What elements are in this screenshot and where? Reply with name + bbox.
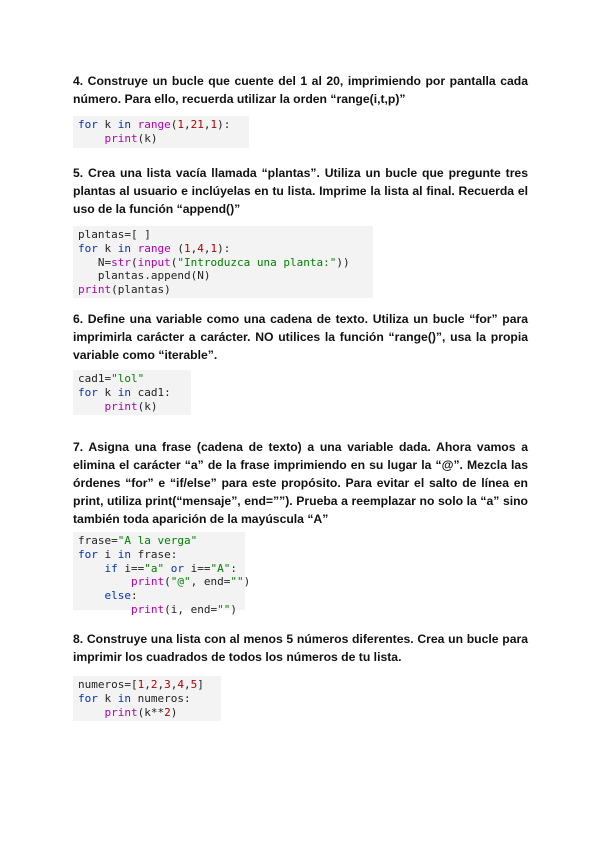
- question-4: 4. Construye un bucle que cuente del 1 al 20, imprimiendo por pantalla cada número. Para ello, recuerda utilizar la orden “range(i,t,p)”: [73, 74, 528, 106]
- code-token: i==: [184, 561, 211, 575]
- code-token: :: [131, 589, 138, 603]
- code-token: ,: [170, 678, 178, 691]
- code-line: [78, 575, 251, 589]
- code-token: i==: [117, 561, 145, 575]
- code-token: , end=: [190, 575, 231, 589]
- code-token: k: [97, 385, 118, 399]
- code-token: ,: [183, 678, 191, 691]
- code-token: 1: [210, 241, 218, 255]
- code-token: [78, 603, 131, 616]
- code-token: [164, 562, 171, 575]
- code-token: [78, 400, 105, 413]
- code-token: ):: [217, 118, 231, 131]
- code-token: ,: [190, 241, 198, 255]
- code-line: [78, 400, 186, 414]
- code-token: [131, 118, 138, 131]
- code-token: in: [117, 691, 131, 705]
- code-token: N=: [78, 255, 112, 269]
- code-line: [78, 283, 368, 297]
- code-line: [78, 692, 216, 706]
- code-line: [78, 589, 240, 603]
- question-6: 6. Define una variable como una cadena de texto. Utiliza un bucle “for” para imprimirla carácter a carácter. NO utilices la función “range()”, usa la propia variable como “iterable”.: [73, 312, 528, 362]
- code-token: ,: [203, 241, 211, 255]
- code-token: print: [104, 705, 138, 719]
- code-token: if: [104, 561, 118, 575]
- code-token: [78, 589, 105, 602]
- code-token: str: [111, 255, 131, 269]
- code-token: ): [170, 705, 178, 719]
- code-block-5: [73, 226, 373, 298]
- code-token: "@": [170, 575, 191, 589]
- code-token: "Introduzca una planta:": [177, 255, 337, 269]
- code-token: ): [230, 602, 237, 616]
- code-token: "A": [210, 561, 231, 575]
- code-line: [78, 562, 240, 576]
- code-token: (k): [137, 131, 158, 145]
- code-token: k: [97, 118, 118, 131]
- code-token: )): [336, 255, 350, 269]
- code-token: else: [104, 589, 131, 603]
- code-token: ]: [197, 678, 204, 691]
- question-5: 5. Crea una lista vacía llamada “plantas”. Utiliza un bucle que pregunte tres plantas al usuario e inclúyelas en tu lista. Imprime la lista al final. Recuerda el uso de la función “append()”: [73, 166, 528, 216]
- code-token: in: [117, 241, 131, 255]
- code-token: 4: [177, 678, 184, 691]
- code-token: plantas=[ ]: [78, 228, 151, 241]
- code-token: 2: [164, 705, 171, 719]
- code-token: in: [117, 385, 131, 399]
- code-token: for: [78, 691, 98, 705]
- code-token: (k**: [137, 705, 165, 719]
- code-token: print: [104, 131, 138, 145]
- question-8: 8. Construye una lista con al menos 5 números diferentes. Crea un bucle para imprimir los cuadrados de todos los números de tu lista.: [73, 632, 528, 664]
- code-token: for: [78, 241, 98, 255]
- code-token: cad1=: [78, 372, 112, 385]
- code-line: [78, 269, 368, 283]
- code-token: (: [131, 255, 138, 269]
- code-token: :: [230, 561, 237, 575]
- code-token: or: [170, 561, 184, 575]
- code-token: 1: [137, 678, 145, 691]
- code-token: k: [97, 241, 118, 255]
- code-token: (: [170, 241, 184, 255]
- code-token: (: [170, 255, 178, 269]
- code-token: ,: [184, 118, 191, 131]
- code-line: [78, 228, 368, 242]
- code-token: ,: [203, 118, 211, 131]
- code-token: in: [117, 118, 131, 131]
- code-token: numeros:: [131, 691, 191, 705]
- code-token: "A la verga": [117, 534, 198, 547]
- code-token: ):: [217, 241, 231, 255]
- code-token: 1: [184, 241, 191, 255]
- code-token: [78, 562, 105, 575]
- code-token: plantas.append(N): [78, 269, 211, 283]
- code-token: "lol": [111, 372, 145, 385]
- code-token: [78, 132, 105, 145]
- code-token: ,: [144, 678, 151, 691]
- code-line: [78, 256, 368, 270]
- code-token: 2: [150, 678, 158, 691]
- code-block-6: [73, 370, 191, 415]
- code-token: range: [137, 241, 171, 255]
- code-token: frase=: [78, 534, 118, 547]
- code-block-4: [73, 116, 249, 148]
- code-line: [78, 118, 244, 132]
- code-token: "": [217, 602, 231, 616]
- code-line: [78, 548, 240, 562]
- code-token: "a": [144, 561, 165, 575]
- code-line: [78, 386, 186, 400]
- code-token: ): [243, 575, 251, 589]
- code-line: [78, 372, 186, 386]
- code-token: frase:: [131, 547, 178, 561]
- code-token: (: [164, 575, 171, 589]
- code-token: [131, 242, 138, 255]
- code-token: for: [78, 385, 98, 399]
- code-block-7: [73, 532, 251, 616]
- code-token: numeros=[: [78, 678, 138, 691]
- code-token: k: [97, 691, 118, 705]
- code-token: range: [137, 118, 171, 131]
- code-token: (: [170, 118, 178, 131]
- code-token: "": [230, 575, 244, 589]
- code-line: [78, 534, 240, 548]
- code-token: for: [78, 118, 98, 131]
- code-token: (i, end=: [164, 602, 218, 616]
- code-block-8: [73, 676, 221, 721]
- code-token: in: [117, 547, 131, 561]
- code-line: [78, 242, 368, 256]
- code-line: [78, 603, 240, 617]
- code-token: 21: [190, 118, 204, 131]
- question-7: 7. Asigna una frase (cadena de texto) a una variable dada. Ahora vamos a elimina el carácter “a” de la frase imprimiendo en su lugar la “@”. Mezcla las órdenes “for” e “if/else” para este propósito. Para evitar el salto de línea en print, utiliza print(“mensaje”, end=””). Prueba a reemplazar no solo la “a” sino también toda aparición de la mayúscula “A”: [73, 440, 528, 526]
- code-token: [78, 575, 131, 588]
- code-token: print: [130, 602, 165, 616]
- code-token: 3: [164, 678, 171, 691]
- code-token: cad1:: [131, 385, 171, 399]
- code-token: 1: [177, 118, 184, 131]
- code-token: input: [137, 255, 171, 269]
- code-token: 4: [197, 241, 204, 255]
- code-token: for: [78, 547, 98, 561]
- code-token: ,: [157, 678, 165, 691]
- code-token: 1: [210, 118, 218, 131]
- code-token: (k): [137, 399, 158, 413]
- code-line: [78, 132, 244, 146]
- code-token: (plantas): [111, 283, 171, 297]
- code-line: [78, 678, 216, 692]
- code-token: 5: [190, 678, 198, 691]
- code-line: [78, 706, 216, 720]
- code-token: [78, 706, 105, 719]
- code-token: print: [104, 399, 138, 413]
- code-token: i: [97, 547, 118, 561]
- code-token: print: [78, 283, 112, 297]
- code-token: print: [130, 575, 165, 589]
